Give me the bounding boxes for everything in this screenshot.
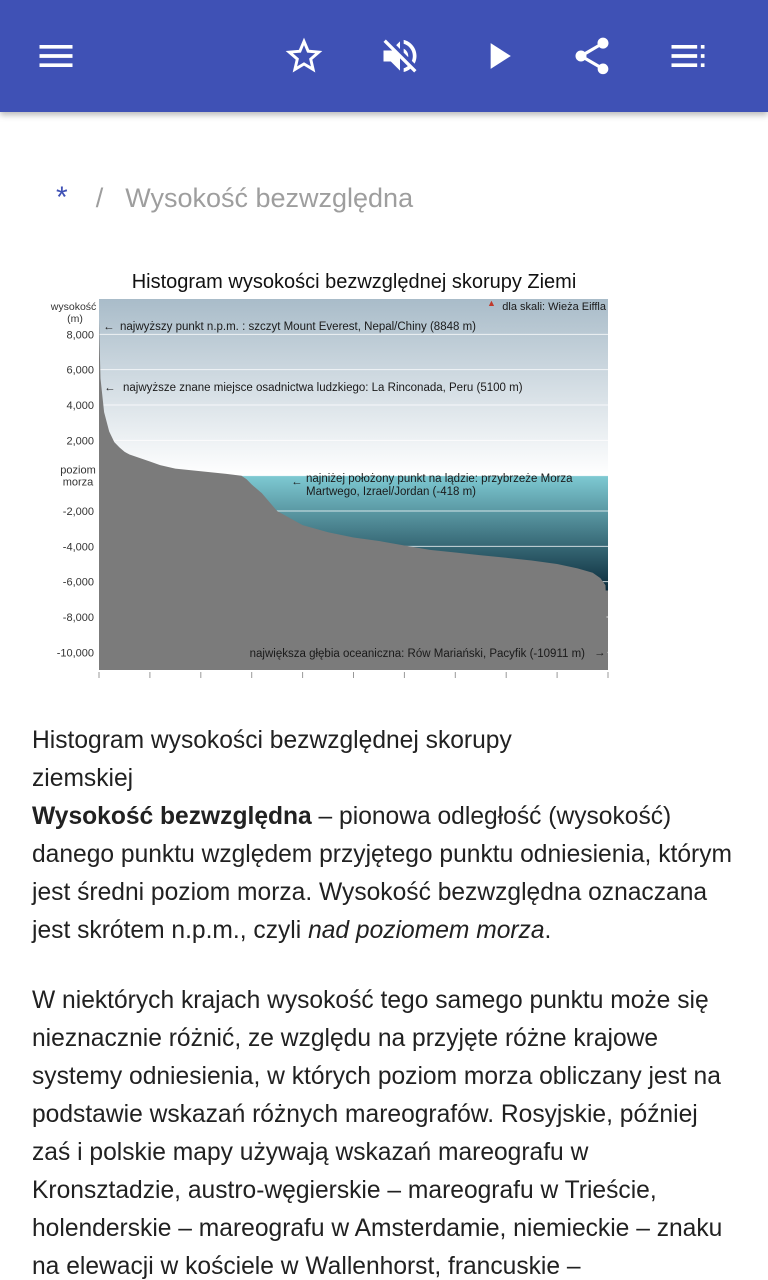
y-tick-label: -8,000: [62, 612, 94, 624]
contents-button[interactable]: [656, 24, 720, 88]
annotation-rinconada: najwyższe znane miejsce osadnictwa ludzkiego: La Rinconada, Peru (5100 m): [123, 382, 523, 394]
article-term: Wysokość bezwzględna: [32, 803, 312, 830]
favorite-button[interactable]: [272, 24, 336, 88]
y-tick-label: 8,000: [66, 329, 94, 342]
play-button[interactable]: [466, 24, 530, 88]
annotation-rinconada-arrow: ←: [104, 382, 116, 394]
article-italic-phrase: nad poziomem morza: [308, 917, 545, 944]
y-axis-ticks: [57, 329, 96, 659]
y-tick-label: poziom morza: [60, 464, 96, 489]
star-outline-icon: [282, 34, 326, 78]
y-axis-label: wysokość (m): [50, 301, 97, 325]
y-tick-label: -2,000: [62, 506, 94, 518]
y-tick-label: 6,000: [66, 364, 94, 377]
x-axis-ticks: [99, 672, 608, 678]
annotation-mariana: największa głębia oceaniczna: Rów Mariański, Pacyfik (-10911 m): [249, 648, 585, 660]
elevation-histogram-chart: [40, 262, 620, 682]
breadcrumb: [56, 178, 413, 218]
y-tick-label: -10,000: [56, 647, 94, 660]
breadcrumb-home-link[interactable]: *: [56, 181, 68, 214]
annotation-scale: dla skali: Wieża Eiffla: [502, 301, 606, 313]
article-paragraph-1: Wysokość bezwzględna – pionowa odległość (wysokość) danego punktu względem przyjętego punktu odniesienia, którym jest średni poziom morza. Wysokość bezwzględna oznaczana jest skrótem n.p.m., czyli nad poziomem morza.: [32, 803, 732, 944]
chart-title: Histogram wysokości bezwzględnej skorupy Ziemi: [131, 271, 577, 293]
mute-button[interactable]: [368, 24, 432, 88]
share-button[interactable]: [560, 24, 624, 88]
y-tick-label: -4,000: [62, 541, 94, 554]
volume-off-icon: [378, 34, 422, 78]
article-body: [32, 722, 736, 1280]
y-tick-label: 2,000: [66, 435, 94, 448]
eiffel-scale-marker: ▲: [487, 298, 496, 308]
playlist-icon: [666, 34, 710, 78]
annotation-everest: najwyższy punkt n.p.m. : szczyt Mount Everest, Nepal/Chiny (8848 m): [120, 321, 476, 333]
y-tick-label: -6,000: [62, 576, 94, 589]
menu-button[interactable]: [24, 24, 88, 88]
share-icon: [570, 34, 614, 78]
figure-caption: Histogram wysokości bezwzględnej skorupy ziemskiej: [32, 727, 512, 792]
app-bar: [0, 0, 768, 112]
menu-icon: [34, 34, 78, 78]
annotation-dead-sea: najniżej położony punkt na lądzie: przybrzeże Morza Martwego, Izrael/Jordan (-418 m): [306, 473, 573, 498]
annotation-dead-sea-arrow: ←: [291, 476, 303, 488]
play-icon: [476, 34, 520, 78]
elevation-histogram-figure[interactable]: [40, 262, 620, 682]
article-paragraph-2: W niektórych krajach wysokość tego samego punktu może się nieznacznie różnić, ze względu na przyjęte różne krajowe systemy odniesienia, w których poziom morza obliczany jest na podstawie wskazań różnych mareografów. Rosyjskie, później zaś i polskie mapy używają wskazań mareografu w Kronsztadzie, austro-węgierskie – mareografu w Trieście, holenderskie – mareografu w Amsterdamie, niemieckie – znaku na elewacji w kościele w Wallenhorst, francuskie –: [32, 987, 723, 1280]
breadcrumb-current: Wysokość bezwzględna: [125, 183, 414, 213]
y-tick-label: 4,000: [66, 400, 94, 412]
breadcrumb-separator: /: [95, 183, 104, 213]
annotation-mariana-arrow: →: [594, 647, 606, 659]
annotation-everest-arrow: ←: [103, 321, 115, 333]
